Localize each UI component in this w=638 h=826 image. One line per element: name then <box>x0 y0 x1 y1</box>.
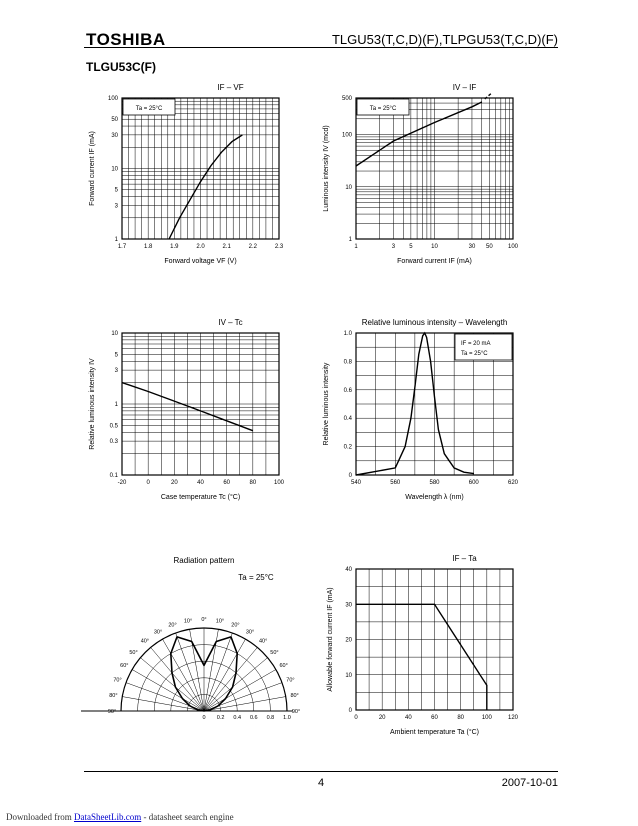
document-date: 2007-10-01 <box>501 777 558 789</box>
y-tick-label: 50 <box>111 117 118 124</box>
angle-label-left: 60° <box>120 663 129 669</box>
x-tick-label: 100 <box>481 715 492 721</box>
x-tick-label: 600 <box>468 480 479 486</box>
x-axis-label: Case temperature Tc (°C) <box>160 494 241 501</box>
y-tick-label: 0 <box>348 473 352 479</box>
x-tick-label: 30 <box>468 244 476 250</box>
x-tick-label: 40 <box>404 715 412 721</box>
x-tick-label: 80 <box>249 480 257 486</box>
y-tick-label: 100 <box>107 96 118 102</box>
y-tick-label: 1.0 <box>343 331 352 337</box>
page-number: 4 <box>318 777 325 789</box>
y-tick-label: 10 <box>111 331 118 337</box>
device-subtitle: TLGU53C(F) <box>86 60 156 74</box>
x-tick-label: 1 <box>354 244 358 250</box>
angle-label-left: 50° <box>129 649 138 656</box>
x-tick-label: 2.2 <box>248 244 258 250</box>
footer-suffix: - datasheet search engine <box>141 812 234 822</box>
y-tick-label: 30 <box>111 132 118 139</box>
y-tick-label: 500 <box>341 96 352 102</box>
y-tick-label: 0 <box>348 708 352 714</box>
angle-label-left: 20° <box>168 622 177 629</box>
angle-label-left: 90° <box>107 709 117 715</box>
chart-title: IF – VF <box>217 83 244 92</box>
annotation-text: IF = 20 mA <box>461 341 491 347</box>
y-axis-label: Relative luminous intensity <box>323 362 330 446</box>
radial-tick-label: 0 <box>202 715 206 721</box>
footer-rule <box>84 771 558 772</box>
y-tick-label: 30 <box>345 602 352 609</box>
x-tick-label: 80 <box>457 715 465 721</box>
y-tick-label: 0.5 <box>109 423 118 430</box>
x-tick-label: 5 <box>409 244 413 250</box>
angle-label-right: 70° <box>286 677 295 684</box>
angle-label-right: 40° <box>258 638 268 645</box>
angle-label-right: 10° <box>215 618 225 625</box>
annotation-text: Ta = 25°C <box>238 573 274 582</box>
chart-title: Relative luminous intensity – Wavelength <box>361 318 508 327</box>
brand-logo: TOSHIBA <box>86 30 166 49</box>
x-tick-label: 1.8 <box>143 244 153 250</box>
chart-3 <box>323 318 519 501</box>
download-footer <box>6 812 234 822</box>
chart-title: IF – Ta <box>452 554 477 563</box>
angle-label-left: 40° <box>140 638 150 645</box>
x-tick-label: 3 <box>391 244 396 250</box>
y-tick-label: 0.1 <box>109 473 118 479</box>
x-tick-label: 580 <box>429 480 440 486</box>
angle-label-right: 90° <box>291 709 301 715</box>
angle-label-right: 60° <box>279 663 288 669</box>
x-tick-label: 50 <box>486 244 493 250</box>
x-tick-label: 20 <box>170 480 178 486</box>
chart-0 <box>89 83 284 265</box>
y-tick-label: 5 <box>114 187 118 194</box>
angle-label-right: 50° <box>270 649 279 656</box>
y-tick-label: 1 <box>114 402 118 408</box>
y-tick-label: 10 <box>345 672 352 679</box>
series-line <box>169 135 242 239</box>
y-tick-label: 1 <box>114 237 118 243</box>
angle-label-left: 80° <box>109 693 118 700</box>
radial-tick-label: 0.6 <box>249 715 258 721</box>
y-tick-label: 0.2 <box>343 444 352 451</box>
radial-tick-label: 0.4 <box>233 715 242 721</box>
chart-title: Radiation pattern <box>173 556 235 565</box>
y-tick-label: 3 <box>114 203 118 210</box>
y-tick-label: 10 <box>111 166 118 173</box>
y-tick-label: 40 <box>345 567 352 573</box>
x-tick-label: 100 <box>507 244 519 250</box>
x-tick-label: 1.7 <box>117 244 127 250</box>
footer-prefix: Downloaded from <box>6 812 72 822</box>
y-axis-label: Relative luminous intensity IV <box>89 358 96 450</box>
annotation-text: Ta = 25°C <box>461 351 488 357</box>
angle-label-right: 80° <box>290 693 299 700</box>
radial-tick-label: 1.0 <box>283 715 291 721</box>
y-tick-label: 3 <box>114 368 118 375</box>
footer-link[interactable]: DataSheetLib.com <box>73 812 142 822</box>
part-number: TLGU53(T,C,D)(F),TLPGU53(T,C,D)(F) <box>331 32 558 47</box>
angle-label-right: 30° <box>245 629 255 636</box>
chart-2 <box>89 318 285 501</box>
x-axis-label: Forward current IF (mA) <box>397 258 472 265</box>
x-tick-label: 120 <box>507 715 519 721</box>
chart-title: IV – IF <box>452 83 477 92</box>
y-axis-label: Allowable forward current IF (mA) <box>327 587 334 692</box>
x-tick-label: 620 <box>507 480 519 486</box>
radial-tick-label: 0.8 <box>266 715 275 721</box>
x-tick-label: 2.3 <box>274 244 284 250</box>
x-axis-label: Forward voltage VF (V) <box>164 258 237 265</box>
angle-label-left: 10° <box>183 618 193 625</box>
y-tick-label: 1 <box>348 237 352 243</box>
chart-title: IV – Tc <box>218 318 243 327</box>
x-tick-label: 60 <box>431 715 438 721</box>
angle-label-left: 70° <box>113 677 122 684</box>
x-axis-label: Ambient temperature Ta (°C) <box>389 729 480 736</box>
x-tick-label: -20 <box>117 480 127 486</box>
angle-label-right: 0° <box>201 617 207 623</box>
x-tick-label: 40 <box>197 480 204 486</box>
y-axis-label: Luminous intensity IV (mcd) <box>323 125 330 212</box>
x-tick-label: 540 <box>350 480 362 486</box>
y-tick-label: 0.3 <box>109 439 118 446</box>
y-tick-label: 0.8 <box>343 359 352 366</box>
x-tick-label: 1.9 <box>170 244 179 250</box>
radial-tick-label: 0.2 <box>216 715 225 721</box>
y-tick-label: 100 <box>341 132 352 139</box>
chart-5 <box>327 554 519 736</box>
x-tick-label: 60 <box>223 480 231 486</box>
annotation-text: Ta = 25°C <box>369 106 397 112</box>
chart-4 <box>81 556 300 721</box>
y-tick-label: 5 <box>114 352 118 359</box>
x-tick-label: 0 <box>146 480 150 486</box>
x-tick-label: 10 <box>431 244 438 250</box>
y-tick-label: 0.6 <box>343 387 352 394</box>
chart-1 <box>323 83 519 265</box>
y-tick-label: 0.4 <box>343 416 352 423</box>
x-tick-label: 20 <box>378 715 386 721</box>
x-axis-label: Wavelength λ (nm) <box>405 494 464 501</box>
x-tick-label: 2.0 <box>196 244 205 250</box>
x-tick-label: 560 <box>390 480 401 486</box>
y-axis-label: Forward current IF (mA) <box>89 131 96 206</box>
x-tick-label: 0 <box>354 715 358 721</box>
y-tick-label: 20 <box>345 637 352 644</box>
angle-label-left: 30° <box>153 629 163 636</box>
y-tick-label: 10 <box>345 184 352 191</box>
angle-label-right: 20° <box>231 622 240 629</box>
x-tick-label: 100 <box>273 480 285 486</box>
x-tick-label: 2.1 <box>222 244 231 250</box>
annotation-text: Ta = 25°C <box>135 106 163 112</box>
